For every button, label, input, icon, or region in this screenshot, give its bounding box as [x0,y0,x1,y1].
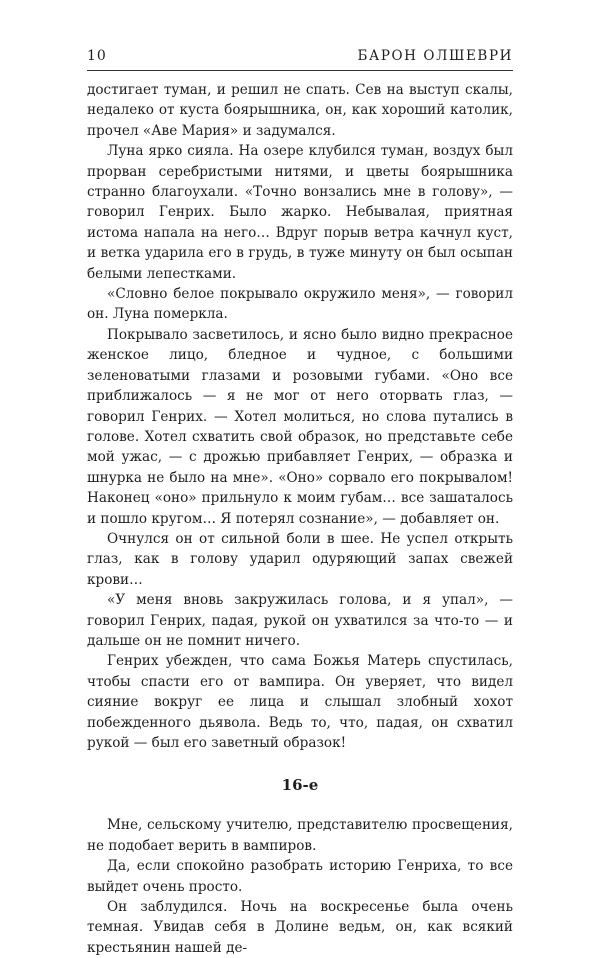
paragraph: Покрывало засветилось, и ясно было видно прекрасное женское лицо, бледное и чудное, с большими зеленоватыми глазами и розовыми губами. «Оно все приближалось — я не мог от него оторвать глаз, — говорил Генрих. — Хотел молиться, но слова путались в голове. Хотел схватить свой образок, но представьте себе мой ужас, — с дрожью прибавляет Генрих, — образка и шнурка не было на мне». «Оно» сорвало его покрывалом! Наконец «оно» прильнуло к моим губам… все зашаталось и пошло кругом… Я потерял сознание», — добавляет он. [87,326,513,527]
paragraph: Он заблудился. Ночь на воскресенье была очень темная. Увидав себя в Долине ведьм, он, как всякий крестьянин нашей де- [87,899,513,956]
paragraph: достигает туман, и решил не спать. Сев на выступ скалы, недалеко от куста боярышника, он, как хороший католик, прочел «Аве Мария» и задумался. [87,82,513,139]
paragraph: Мне, сельскому учителю, представителю просвещения, не подобает верить в вампиров. [87,817,513,854]
paragraph: «Словно белое покрывало окружило меня», — говорил он. Луна померкла. [87,286,513,323]
page-body [87,80,513,958]
paragraph: «У меня вновь закружилась голова, и я упал», — говорил Генрих, падая, рукой он ухватился за что-то — и дальше он не помнит ничего. [87,592,513,649]
running-head: БАРОН ОЛШЕВРИ [357,48,513,64]
paragraph: Да, если спокойно разобрать историю Генриха, то все выйдет очень просто. [87,858,513,895]
paragraph: Генрих убежден, что сама Божья Матерь спустилась, чтобы спасти его от вампира. Он уверяет, что видел сияние вокруг ее лица и слышал злобный хохот побежденного дьявола. Ведь то, что, падая, он схватил рукой — был его заветный образок! [87,653,513,751]
paragraph: Луна ярко сияла. На озере клубился туман, воздух был прорван серебристыми нитями, и цветы боярышника странно благоухали. «Точно вонзались мне в голову», — говорил Генрих. Было жарко. Небывалая, приятная истома напала на него… Вдруг порыв ветра качнул куст, и ветка ударила его в грудь, в туже минуту он был осыпан белыми лепестками. [87,143,513,282]
page-number: 10 [87,48,107,64]
paragraph: Очнулся он от сильной боли в шее. Не успел открыть глаз, как в голову ударил одуряющий запах свежей крови… [87,530,513,588]
header-rule [87,70,513,71]
page-header [87,44,513,70]
section-title: 16-е [281,776,319,795]
